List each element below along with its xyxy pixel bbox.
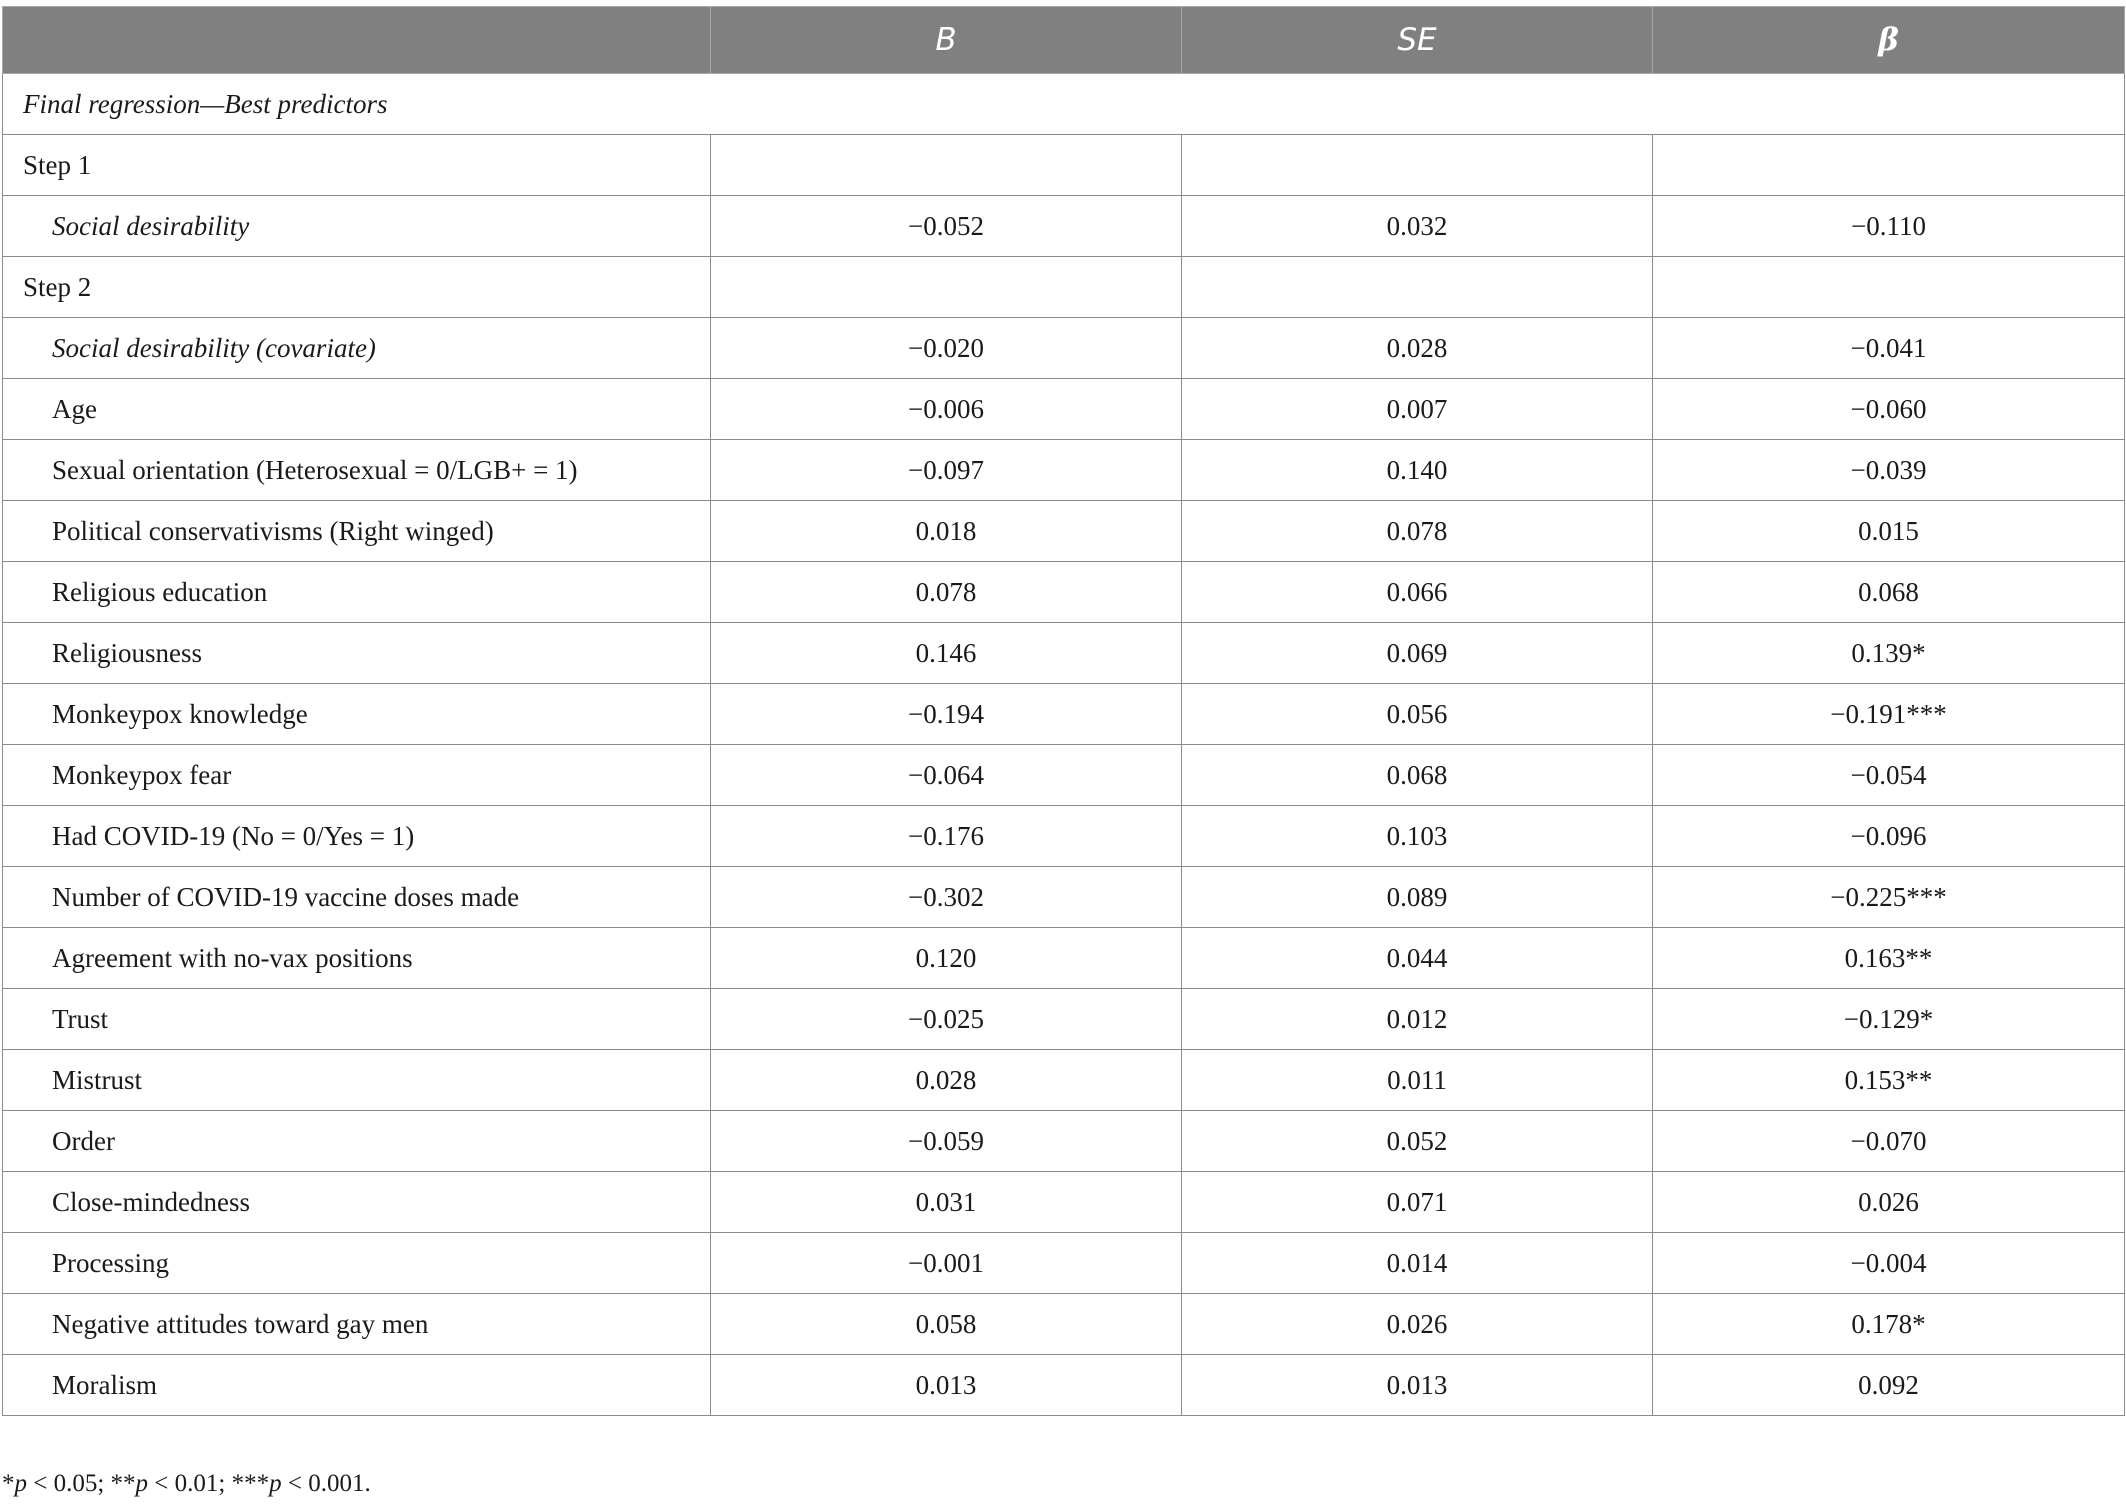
cell-se: 0.011 — [1182, 1050, 1653, 1111]
cell-se: 0.078 — [1182, 501, 1653, 562]
cell-beta: 0.092 — [1653, 1355, 2125, 1416]
row-label: Monkeypox fear — [3, 745, 711, 806]
cell-b: 0.013 — [711, 1355, 1182, 1416]
footnote-star: * — [2, 1470, 15, 1497]
empty-cell — [1653, 135, 2125, 196]
cell-se: 0.026 — [1182, 1294, 1653, 1355]
cell-b: −0.064 — [711, 745, 1182, 806]
cell-beta: −0.004 — [1653, 1233, 2125, 1294]
step-row — [3, 257, 2125, 318]
empty-cell — [711, 135, 1182, 196]
cell-b: −0.176 — [711, 806, 1182, 867]
cell-b: 0.146 — [711, 623, 1182, 684]
table-row — [3, 562, 2125, 623]
cell-beta: 0.153** — [1653, 1050, 2125, 1111]
step2-label: Step 2 — [3, 257, 711, 318]
table-row — [3, 745, 2125, 806]
table-row — [3, 989, 2125, 1050]
row-label: Number of COVID-19 vaccine doses made — [3, 867, 711, 928]
cell-se: 0.140 — [1182, 440, 1653, 501]
footnote-p: p — [14, 1470, 27, 1497]
header-b: B — [711, 7, 1182, 74]
table-footnote — [2, 1470, 371, 1498]
footnote-text: < 0.01; *** — [148, 1470, 270, 1497]
row-label: Age — [3, 379, 711, 440]
cell-se: 0.012 — [1182, 989, 1653, 1050]
cell-beta: 0.068 — [1653, 562, 2125, 623]
cell-beta: −0.041 — [1653, 318, 2125, 379]
cell-b: 0.018 — [711, 501, 1182, 562]
cell-se: 0.032 — [1182, 196, 1653, 257]
table-row — [3, 379, 2125, 440]
row-label: Sexual orientation (Heterosexual = 0/LGB+ = 1) — [3, 440, 711, 501]
table-row — [3, 501, 2125, 562]
cell-se: 0.007 — [1182, 379, 1653, 440]
header-beta: β — [1653, 7, 2125, 74]
row-label: Processing — [3, 1233, 711, 1294]
cell-b: −0.052 — [711, 196, 1182, 257]
cell-beta: −0.225*** — [1653, 867, 2125, 928]
table-row — [3, 1233, 2125, 1294]
step-row — [3, 135, 2125, 196]
cell-b: 0.031 — [711, 1172, 1182, 1233]
regression-table — [2, 6, 2125, 1416]
cell-se: 0.066 — [1182, 562, 1653, 623]
row-label: Religious education — [3, 562, 711, 623]
cell-se: 0.071 — [1182, 1172, 1653, 1233]
cell-beta: −0.039 — [1653, 440, 2125, 501]
empty-cell — [1653, 257, 2125, 318]
empty-cell — [711, 257, 1182, 318]
cell-b: 0.078 — [711, 562, 1182, 623]
cell-b: −0.020 — [711, 318, 1182, 379]
table-row — [3, 318, 2125, 379]
row-label: Mistrust — [3, 1050, 711, 1111]
cell-beta: 0.163** — [1653, 928, 2125, 989]
cell-beta: 0.015 — [1653, 501, 2125, 562]
table-row — [3, 623, 2125, 684]
cell-b: −0.001 — [711, 1233, 1182, 1294]
table-row — [3, 806, 2125, 867]
row-label: Religiousness — [3, 623, 711, 684]
regression-table-container — [2, 6, 2124, 1416]
cell-se: 0.056 — [1182, 684, 1653, 745]
cell-b: −0.097 — [711, 440, 1182, 501]
cell-beta: −0.129* — [1653, 989, 2125, 1050]
footnote-text: < 0.05; ** — [27, 1470, 136, 1497]
cell-beta: 0.026 — [1653, 1172, 2125, 1233]
footnote-p: p — [135, 1470, 149, 1497]
cell-se: 0.028 — [1182, 318, 1653, 379]
table-row — [3, 928, 2125, 989]
cell-se: 0.068 — [1182, 745, 1653, 806]
empty-cell — [1182, 257, 1653, 318]
table-row — [3, 440, 2125, 501]
cell-b: 0.058 — [711, 1294, 1182, 1355]
table-row — [3, 1294, 2125, 1355]
cell-se: 0.089 — [1182, 867, 1653, 928]
cell-beta: −0.191*** — [1653, 684, 2125, 745]
cell-se: 0.069 — [1182, 623, 1653, 684]
table-body — [3, 74, 2125, 1416]
table-row — [3, 1111, 2125, 1172]
table-row — [3, 684, 2125, 745]
cell-beta: −0.110 — [1653, 196, 2125, 257]
row-label: Trust — [3, 989, 711, 1050]
cell-beta: −0.070 — [1653, 1111, 2125, 1172]
cell-beta: −0.060 — [1653, 379, 2125, 440]
footnote-text: < 0.001. — [281, 1470, 371, 1497]
table-header — [3, 7, 2125, 74]
row-label: Had COVID-19 (No = 0/Yes = 1) — [3, 806, 711, 867]
cell-b: −0.025 — [711, 989, 1182, 1050]
cell-b: −0.006 — [711, 379, 1182, 440]
row-label: Monkeypox knowledge — [3, 684, 711, 745]
row-label: Agreement with no-vax positions — [3, 928, 711, 989]
cell-b: 0.120 — [711, 928, 1182, 989]
row-label: Moralism — [3, 1355, 711, 1416]
header-se: SE — [1182, 7, 1653, 74]
cell-beta: −0.096 — [1653, 806, 2125, 867]
row-label: Order — [3, 1111, 711, 1172]
row-label: Political conservativisms (Right winged) — [3, 501, 711, 562]
table-row — [3, 1355, 2125, 1416]
header-predictor — [3, 7, 711, 74]
row-label: Social desirability — [3, 196, 711, 257]
cell-b: −0.059 — [711, 1111, 1182, 1172]
table-row — [3, 867, 2125, 928]
cell-b: −0.194 — [711, 684, 1182, 745]
row-label: Social desirability (covariate) — [3, 318, 711, 379]
cell-beta: 0.178* — [1653, 1294, 2125, 1355]
cell-beta: −0.054 — [1653, 745, 2125, 806]
cell-beta: 0.139* — [1653, 623, 2125, 684]
table-row — [3, 1172, 2125, 1233]
empty-cell — [1182, 135, 1653, 196]
cell-se: 0.044 — [1182, 928, 1653, 989]
header-row — [3, 7, 2125, 74]
row-label: Negative attitudes toward gay men — [3, 1294, 711, 1355]
cell-se: 0.014 — [1182, 1233, 1653, 1294]
row-label: Close-mindedness — [3, 1172, 711, 1233]
step1-label: Step 1 — [3, 135, 711, 196]
cell-se: 0.052 — [1182, 1111, 1653, 1172]
cell-se: 0.013 — [1182, 1355, 1653, 1416]
section-title-row — [3, 74, 2125, 135]
cell-b: 0.028 — [711, 1050, 1182, 1111]
table-row — [3, 196, 2125, 257]
cell-b: −0.302 — [711, 867, 1182, 928]
cell-se: 0.103 — [1182, 806, 1653, 867]
table-row — [3, 1050, 2125, 1111]
footnote-p: p — [269, 1470, 282, 1497]
section-title: Final regression—Best predictors — [3, 74, 2125, 135]
